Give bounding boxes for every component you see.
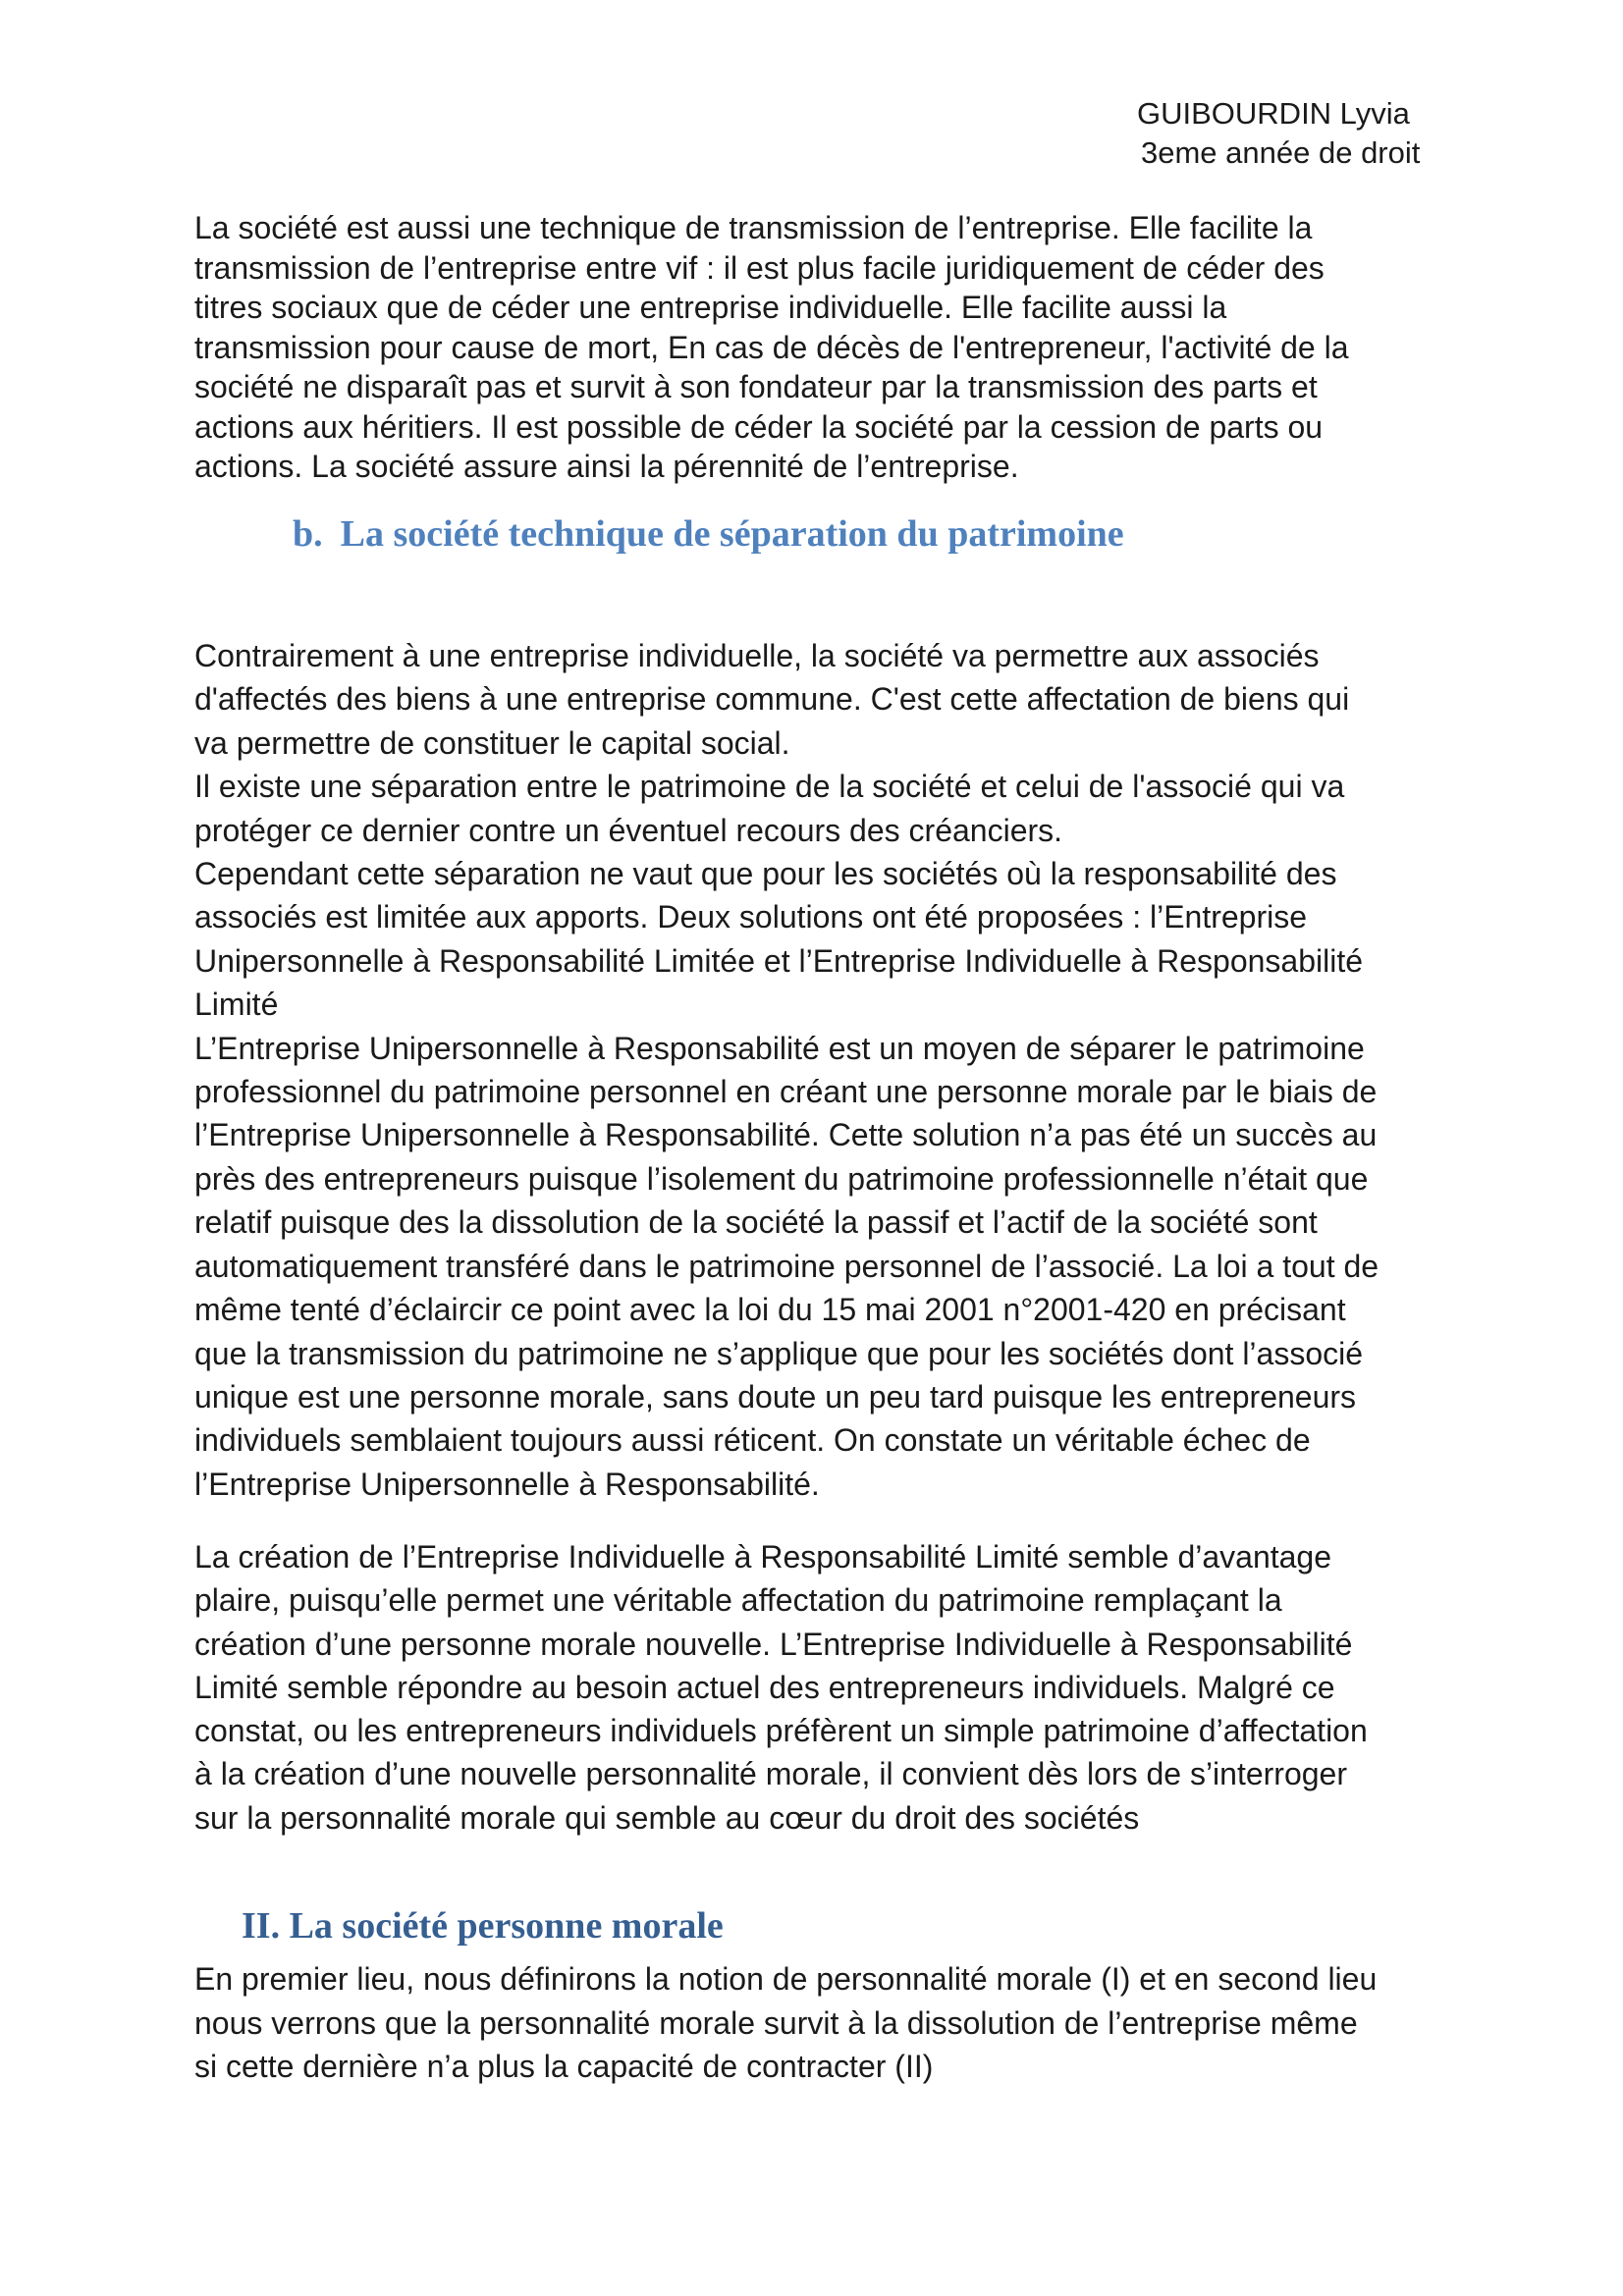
text-line: l’Entreprise Unipersonnelle à Responsabilité. Cette solution n’a pas été un succès au xyxy=(194,1117,1378,1153)
text-line: L’Entreprise Unipersonnelle à Responsabilité est un moyen de séparer le patrimoine xyxy=(194,1030,1365,1066)
text-line: La création de l’Entreprise Individuelle à Responsabilité Limité semble d’avantage xyxy=(194,1539,1332,1575)
text-line: transmission pour cause de mort, En cas de décès de l'entrepreneur, l'activité de la xyxy=(194,329,1349,365)
text-line: près des entrepreneurs puisque l’isolement du patrimoine professionnelle n’était que xyxy=(194,1160,1369,1197)
text-line: Il existe une séparation entre le patrimoine de la société et celui de l'associé qui va xyxy=(194,769,1345,805)
section-heading-b xyxy=(293,512,1124,556)
heading-number: b. xyxy=(293,513,323,555)
text-line: Cependant cette séparation ne vaut que pour les sociétés où la responsabilité des xyxy=(194,856,1337,892)
text-line: La société est aussi une technique de transmission de l’entreprise. Elle facilite la xyxy=(194,210,1313,245)
text-line: Unipersonnelle à Responsabilité Limitée et l’Entreprise Individuelle à Responsabilité xyxy=(194,942,1364,979)
paragraph-transmission xyxy=(194,208,1451,487)
text-line: relatif puisque des la dissolution de la société la passif et l’actif de la société sont xyxy=(194,1204,1318,1241)
text-line: unique est une personne morale, sans doute un peu tard puisque les entrepreneurs xyxy=(194,1378,1357,1415)
text-line: actions aux héritiers. Il est possible de céder la société par la cession de parts ou xyxy=(194,408,1324,445)
paragraph-eirl xyxy=(194,1535,1451,1840)
text-line: va permettre de constituer le capital social. xyxy=(194,724,790,761)
text-line: professionnel du patrimoine personnel en créant une personne morale par le biais de xyxy=(194,1074,1378,1110)
text-line: société ne disparaît pas et survit à son fondateur par la transmission des parts et xyxy=(194,369,1318,404)
text-line: que la transmission du patrimoine ne s’applique que pour les sociétés dont l’associé xyxy=(194,1335,1364,1371)
text-line: création d’une personne morale nouvelle. L’Entreprise Individuelle à Responsabilité xyxy=(194,1626,1353,1662)
study-level: 3eme année de droit xyxy=(1141,135,1421,170)
text-line: associés est limitée aux apports. Deux solutions ont été proposées : l’Entreprise xyxy=(194,899,1308,935)
text-line: En premier lieu, nous définirons la notion de personnalité morale (I) et en second lieu xyxy=(194,1961,1378,1997)
document-header xyxy=(1129,94,1443,173)
author-name: GUIBOURDIN Lyvia xyxy=(1137,96,1410,131)
text-line: même tenté d’éclaircir ce point avec la loi du 15 mai 2001 n°2001-420 en précisant xyxy=(194,1292,1346,1328)
text-line: plaire, puisqu’elle permet une véritable affectation du patrimoine remplaçant la xyxy=(194,1582,1282,1619)
paragraph-personne-morale xyxy=(194,1957,1451,2089)
text-line: protéger ce dernier contre un éventuel recours des créanciers. xyxy=(194,812,1063,848)
text-line: titres sociaux que de céder une entreprise individuelle. Elle facilite aussi la xyxy=(194,290,1227,325)
text-line: Contrairement à une entreprise individuelle, la société va permettre aux associés xyxy=(194,638,1320,673)
text-line: automatiquement transféré dans le patrimoine personnel de l’associé. La loi a tout de xyxy=(194,1248,1380,1284)
text-line: si cette dernière n’a plus la capacité de contracter (II) xyxy=(194,2049,934,2084)
text-line: actions. La société assure ainsi la pérennité de l’entreprise. xyxy=(194,449,1019,484)
section-heading-ii: II. La société personne morale xyxy=(242,1905,724,1947)
text-line: Limité xyxy=(194,987,279,1023)
paragraph-separation xyxy=(194,634,1451,1506)
text-line: individuels semblaient toujours aussi réticent. On constate un véritable échec de xyxy=(194,1422,1311,1459)
text-line: d'affectés des biens à une entreprise commune. C'est cette affectation de biens qui xyxy=(194,681,1350,718)
text-line: constat, ou les entrepreneurs individuels préfèrent un simple patrimoine d’affectation xyxy=(194,1713,1368,1749)
text-line: sur la personnalité morale qui semble au cœur du droit des sociétés xyxy=(194,1799,1140,1836)
text-line: l’Entreprise Unipersonnelle à Responsabilité. xyxy=(194,1466,820,1502)
heading-title: La société technique de séparation du patrimoine xyxy=(340,513,1124,555)
text-line: transmission de l’entreprise entre vif : il est plus facile juridiquement de céder des xyxy=(194,249,1325,286)
text-line: à la création d’une nouvelle personnalité morale, il convient dès lors de s’interroger xyxy=(194,1756,1347,1792)
text-line: Limité semble répondre au besoin actuel des entrepreneurs individuels. Malgré ce xyxy=(194,1669,1335,1705)
text-line: nous verrons que la personnalité morale survit à la dissolution de l’entreprise même xyxy=(194,2004,1358,2041)
